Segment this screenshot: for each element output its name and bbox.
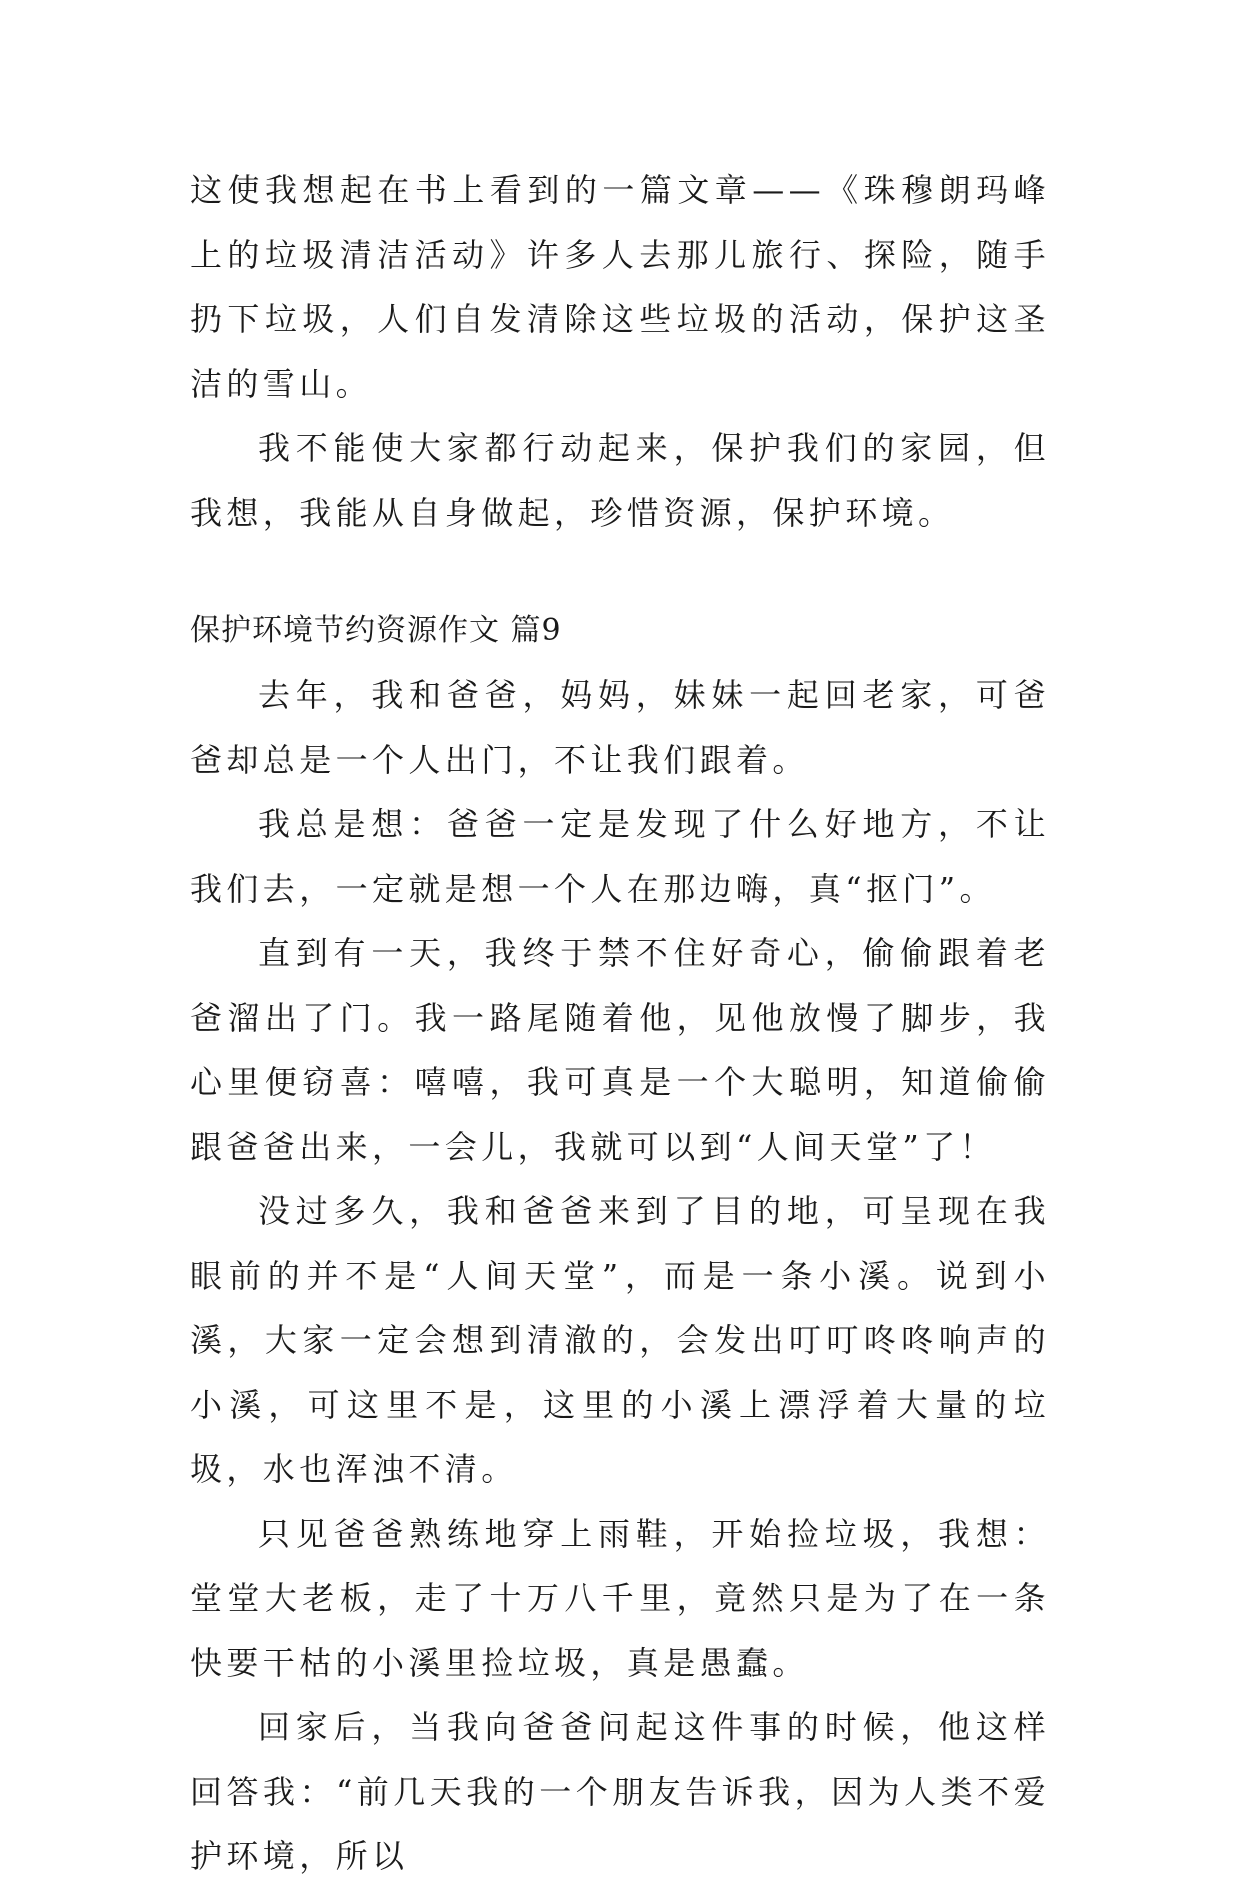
section-title: 保护环境节约资源作文 篇9 xyxy=(190,613,562,648)
document-body xyxy=(190,158,1050,1889)
paragraph: 回家后，当我向爸爸问起这件事的时候，他这样回答我：“前几天我的一个朋友告诉我，因为人类不爱护环境，所以 xyxy=(190,1708,1050,1875)
paragraph-continued: 这使我想起在书上看到的一篇文章——《珠穆朗玛峰上的垃圾清洁活动》许多人去那儿旅行、探险，随手扔下垃圾，人们自发清除这些垃圾的活动，保护这圣洁的雪山。 xyxy=(190,171,1050,403)
paragraph: 直到有一天，我终于禁不住好奇心，偷偷跟着老爸溜出了门。我一路尾随着他，见他放慢了脚步，我心里便窃喜：嘻嘻，我可真是一个大聪明，知道偷偷跟爸爸出来，一会儿，我就可以到“人间天堂”了！ xyxy=(190,934,1050,1166)
paragraph: 没过多久，我和爸爸来到了目的地，可呈现在我眼前的并不是“人间天堂”，而是一条小溪。说到小溪，大家一定会想到清澈的，会发出叮叮咚咚响声的小溪，可这里不是，这里的小溪上漂浮着大量的垃圾，水也浑浊不清。 xyxy=(190,1192,1050,1488)
paragraph: 只见爸爸熟练地穿上雨鞋，开始捡垃圾，我想：堂堂大老板，走了十万八千里，竟然只是为了在一条快要干枯的小溪里捡垃圾，真是愚蠢。 xyxy=(190,1514,1050,1682)
paragraph: 我不能使大家都行动起来，保护我们的家园，但我想，我能从自身做起，珍惜资源，保护环境。 xyxy=(190,429,1050,532)
paragraph: 去年，我和爸爸，妈妈，妹妹一起回老家，可爸爸却总是一个人出门，不让我们跟着。 xyxy=(190,676,1050,779)
paragraph: 我总是想：爸爸一定是发现了什么好地方，不让我们去，一定就是想一个人在那边嗨，真“抠门”。 xyxy=(190,805,1050,908)
